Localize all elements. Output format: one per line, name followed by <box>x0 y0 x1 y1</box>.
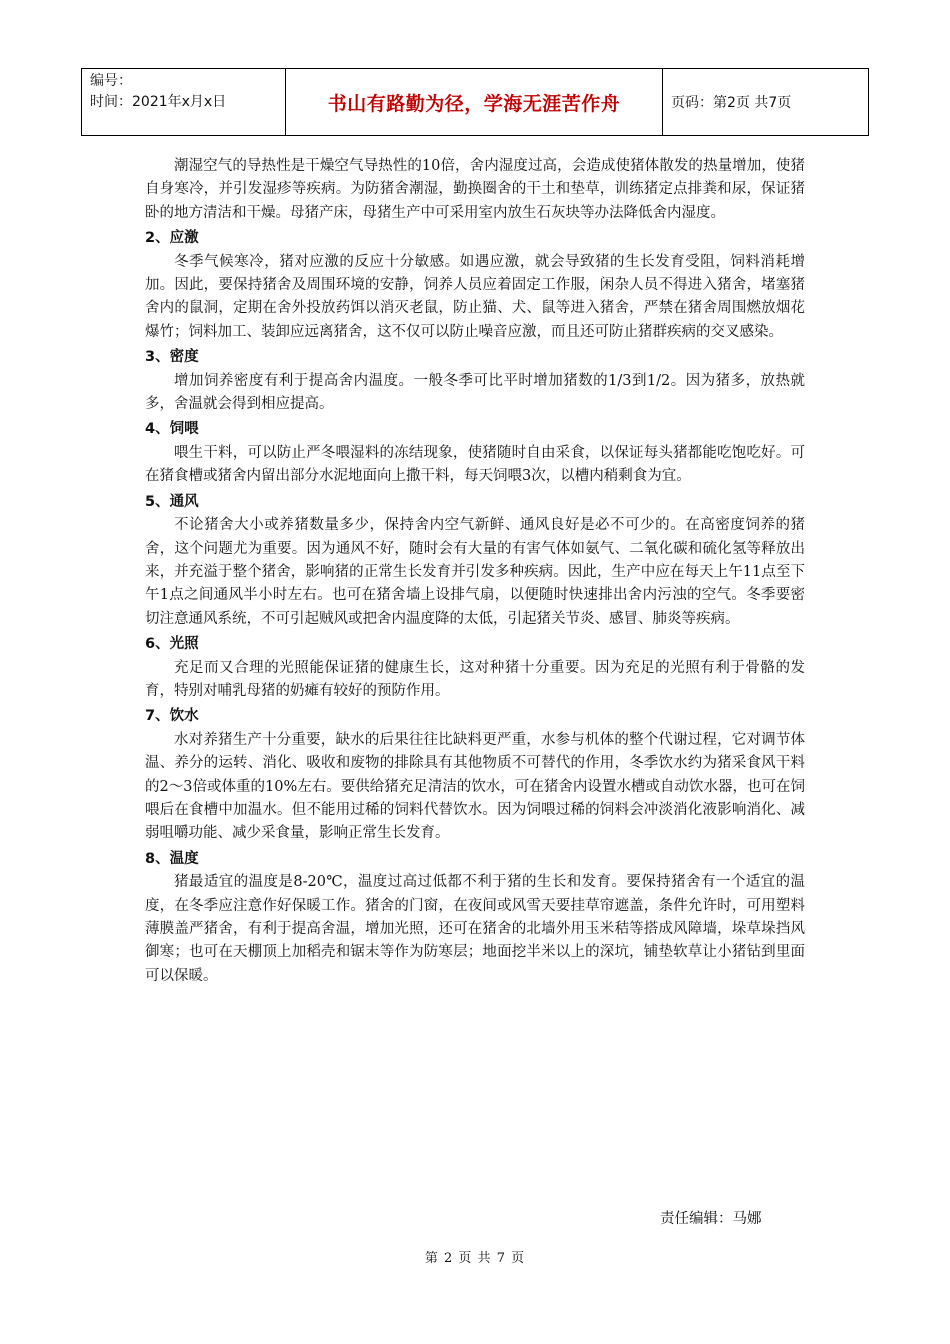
document-header <box>81 68 869 136</box>
section-text-density: 增加饲养密度有利于提高舍内温度。一般冬季可比平时增加猪数的1/3到1/2。因为猪多，放热就多，舍温就会得到相应提高。 <box>145 372 805 413</box>
document-body <box>145 155 805 988</box>
intro-paragraph: 潮湿空气的导热性是干燥空气导热性的10倍，舍内湿度过高，会造成使猪体散发的热量增加，使猪自身寒冷，并引发湿疹等疾病。为防猪舍潮湿，勤换圈舍的干土和垫草，训练猪定点排粪和尿，保证猪卧的地方清洁和干燥。母猪产床，母猪生产中可采用室内放生石灰块等办法降低舍内湿度。 <box>145 158 805 221</box>
header-motto: 书山有路勤为径，学海无涯苦作舟 <box>286 69 663 135</box>
number-label: 编号： <box>90 73 132 89</box>
section-heading-stress: 2、应激 <box>145 230 199 247</box>
section-text-temperature: 猪最适宜的温度是8-20℃，温度过高过低都不利于猪的生长和发育。要保持猪舍有一个适宜的温度，在冬季应注意作好保暖工作。猪舍的门窗，在夜间或风雪天要挂草帘遮盖，条件允许时，可用塑料薄膜盖严猪舍，有利于提高舍温，增加光照，还可在猪舍的北墙外用玉米秸等搭成风障墙，垛草垛挡风御寒；也可在天棚顶上加稻壳和锯末等作为防寒层；地面挖半米以上的深坑，铺垫软草让小猪钻到里面可以保暖。 <box>145 874 805 984</box>
section-heading-ventilation: 5、通风 <box>145 493 199 510</box>
responsible-editor: 责任编辑：马娜 <box>660 1211 762 1227</box>
page-footer: 第 2 页 共 7 页 <box>424 1251 526 1266</box>
section-heading-density: 3、密度 <box>145 349 199 366</box>
section-heading-lighting: 6、光照 <box>145 636 199 653</box>
section-heading-temperature: 8、温度 <box>145 850 199 867</box>
section-text-water: 水对养猪生产十分重要，缺水的后果往往比缺料更严重，水参与机体的整个代谢过程，它对调节体温、养分的运转、消化、吸收和废物的排除具有其他物质不可替代的作用，冬季饮水约为猪采食风干料的2～3倍或体重的10%左右。要供给猪充足清洁的饮水，可在猪舍内设置水槽或自动饮水器，也可在饲喂后在食槽中加温水。但不能用过稀的饲料代替饮水。因为饲喂过稀的饲料会冲淡消化液影响消化、减弱咀嚼功能、减少采食量，影响正常生长发育。 <box>145 731 805 842</box>
section-text-feeding: 喂生干料，可以防止严冬喂湿料的冻结现象，使猪随时自由采食，以保证每头猪都能吃饱吃好。可在猪食槽或猪舍内留出部分水泥地面向上撒干料，每天饲喂3次，以槽内稍剩食为宜。 <box>145 444 805 485</box>
header-meta <box>82 69 286 135</box>
section-text-lighting: 充足而又合理的光照能保证猪的健康生长，这对种猪十分重要。因为充足的光照有利于骨骼的发育，特别对哺乳母猪的奶瘫有较好的预防作用。 <box>145 659 805 699</box>
header-page-info: 页码：第2页 共7页 <box>671 95 792 111</box>
section-text-stress: 冬季气候寒冷，猪对应激的反应十分敏感。如遇应激，就会导致猪的生长发育受阻，饲料消耗增加。因此，要保持猪舍及周围环境的安静，饲养人员应着固定工作服，闲杂人员不得进入猪舍，堵塞猪舍内的鼠洞，定期在舍外投放药饵以消灭老鼠，防止猫、犬、鼠等进入猪舍，严禁在猪舍周围燃放烟花爆竹；饲料加工、装卸应远离猪舍，这不仅可以防止噪音应激，而且还可防止猪群疾病的交叉感染。 <box>145 253 805 340</box>
section-text-ventilation: 不论猪舍大小或养猪数量多少，保持舍内空气新鲜、通风良好是必不可少的。在高密度饲养的猪舍，这个问题尤为重要。因为通风不好，随时会有大量的有害气体如氨气、二氧化碳和硫化氢等释放出来，并充溢于整个猪舍，影响猪的正常生长发育并引发多种疾病。因此，生产中应在每天上午11点至下午1点之间通风半小时左右。也可在猪舍墙上设排气扇，以便随时快速排出舍内污浊的空气。冬季要密切注意通风系统，不可引起贼风或把舍内温度降的太低，引起猪关节炎、感冒、肺炎等疾病。 <box>145 517 805 627</box>
section-heading-feeding: 4、饲喂 <box>145 421 199 438</box>
section-heading-water: 7、饮水 <box>145 708 199 725</box>
time-label: 时间：2021年x月x日 <box>90 94 227 110</box>
